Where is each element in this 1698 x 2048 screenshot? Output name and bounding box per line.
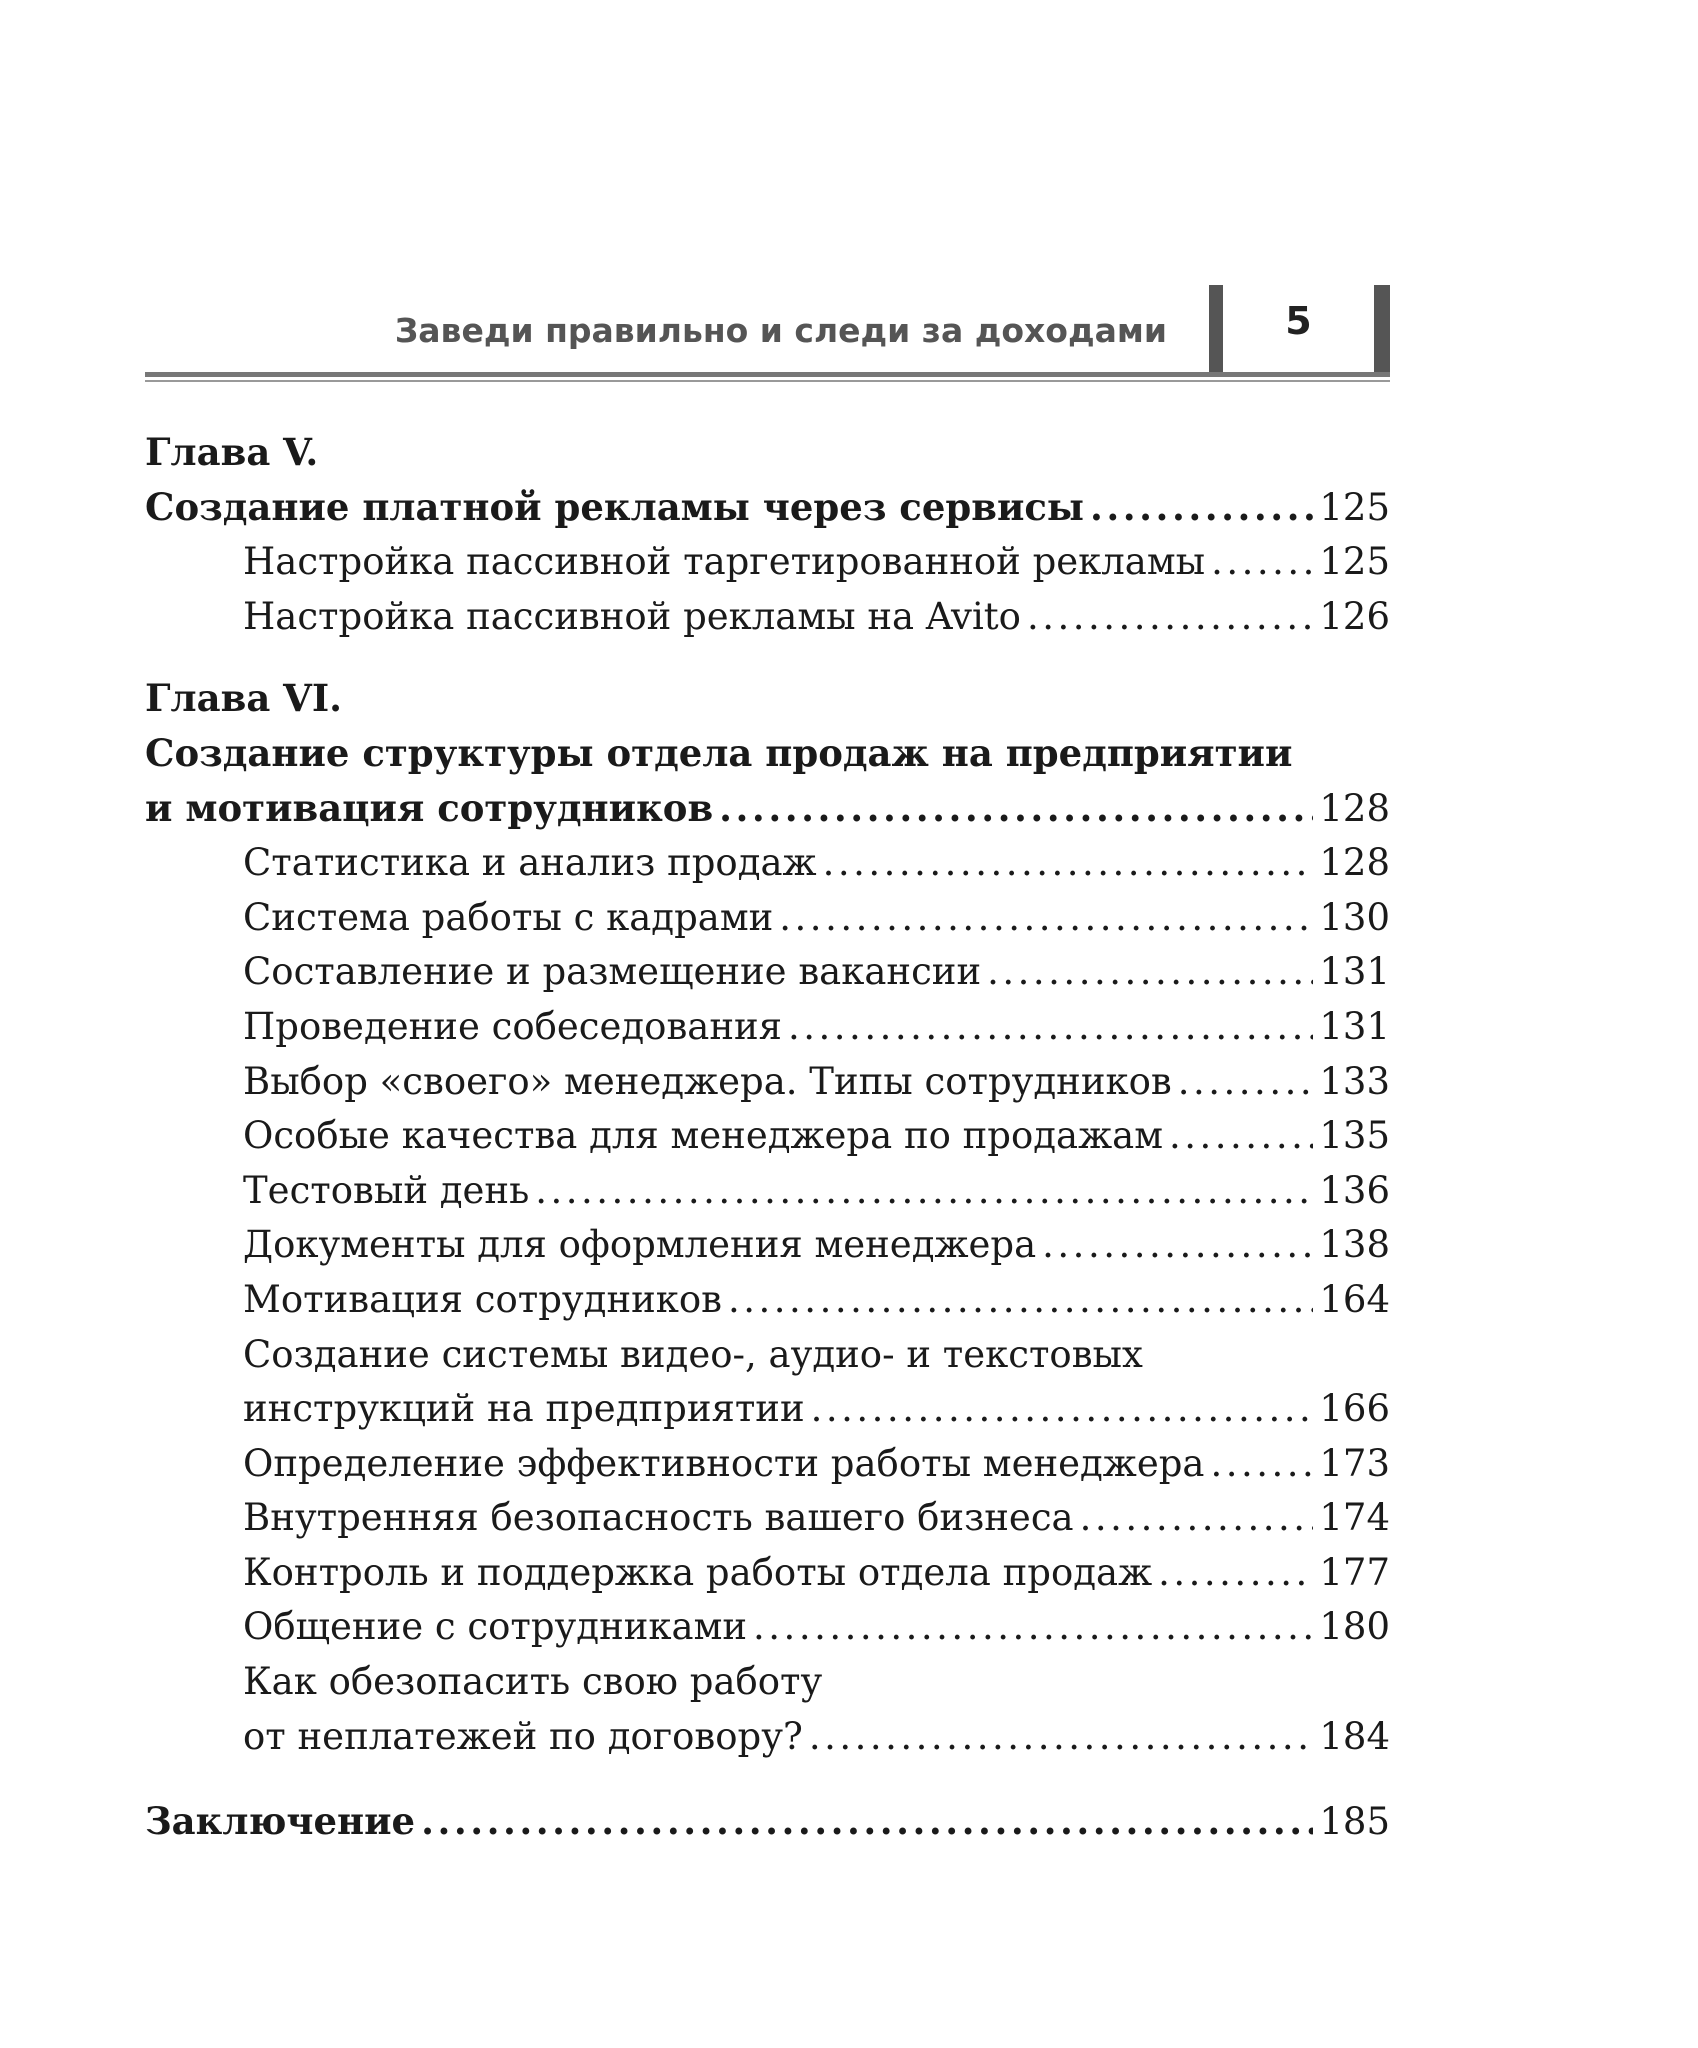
page-number-bar-left: [1209, 285, 1223, 373]
toc-entry[interactable]: [145, 590, 1390, 645]
toc-entry-page: 125: [1319, 540, 1390, 584]
toc-entry-title: Внутренняя безопасность вашего бизнеса: [243, 1496, 1074, 1540]
leader-dots: [1090, 480, 1313, 535]
table-of-contents: [145, 425, 1390, 1850]
toc-entry-page: 174: [1319, 1496, 1390, 1540]
conclusion-entry[interactable]: [145, 1794, 1390, 1850]
leader-dots: [811, 1382, 1314, 1437]
toc-entry-page: 131: [1319, 950, 1390, 994]
leader-dots: [779, 891, 1313, 946]
leader-dots: [809, 1710, 1314, 1765]
toc-entry-page: 173: [1319, 1441, 1390, 1485]
toc-entry-title: Система работы с кадрами: [243, 895, 774, 939]
toc-entry-page: 166: [1319, 1387, 1390, 1431]
toc-entry[interactable]: [145, 945, 1390, 1000]
toc-entry[interactable]: [145, 1437, 1390, 1492]
toc-entry-title: Статистика и анализ продаж: [243, 841, 817, 885]
leader-dots: [1178, 1055, 1314, 1110]
toc-entry-title: Контроль и поддержка работы отдела продаж: [243, 1550, 1153, 1594]
toc-entry[interactable]: [145, 836, 1390, 891]
toc-entry-page: 138: [1319, 1223, 1390, 1267]
toc-entry[interactable]: [145, 1600, 1390, 1655]
chapter-6-entry[interactable]: [145, 781, 1390, 837]
leader-dots: [1042, 1218, 1313, 1273]
leader-dots: [1211, 535, 1313, 590]
toc-entry[interactable]: [145, 1546, 1390, 1601]
conclusion-page: 185: [1319, 1800, 1390, 1844]
toc-entry-title: Определение эффективности работы менеджера: [243, 1441, 1205, 1485]
toc-entry-page: 180: [1319, 1605, 1390, 1649]
toc-entry-title: Тестовый день: [243, 1168, 530, 1212]
toc-entry-page: 126: [1319, 594, 1390, 638]
toc-entry-page: 184: [1319, 1714, 1390, 1758]
toc-entry-title: от неплатежей по договору?: [243, 1714, 803, 1758]
toc-entry[interactable]: [145, 1218, 1390, 1273]
chapter-6-label: Глава VI.: [145, 676, 343, 721]
toc-entry[interactable]: [145, 1055, 1390, 1110]
toc-entry-title: Составление и размещение вакансии: [243, 950, 982, 994]
chapter-5-title: Создание платной рекламы через сервисы: [145, 484, 1085, 529]
toc-entry-page: 133: [1319, 1059, 1390, 1103]
header-rule: [145, 372, 1390, 377]
chapter-5-label: Глава V.: [145, 430, 319, 474]
chapter-5-entry[interactable]: [145, 480, 1390, 536]
running-header: [145, 285, 1390, 385]
toc-entry[interactable]: [145, 535, 1390, 590]
leader-dots: [1158, 1546, 1313, 1601]
toc-entry-title: Документы для оформления менеджера: [243, 1223, 1037, 1267]
leader-dots: [421, 1794, 1313, 1849]
toc-entry-page: 128: [1319, 841, 1390, 885]
leader-dots: [823, 836, 1314, 891]
leader-dots: [753, 1600, 1313, 1655]
toc-entry-page: 135: [1319, 1114, 1390, 1158]
toc-entry-title: Проведение собеседования: [243, 1004, 783, 1048]
toc-entry-title: инструкций на предприятии: [243, 1387, 805, 1431]
leader-dots: [1210, 1437, 1313, 1492]
toc-entry[interactable]: [145, 1000, 1390, 1055]
toc-entry[interactable]: [145, 1710, 1390, 1765]
chapter-6-title-line1: Создание структуры отдела продаж на предприятии: [145, 730, 1293, 775]
leader-dots: [987, 945, 1313, 1000]
toc-entry-page: 130: [1319, 895, 1390, 939]
leader-dots: [535, 1164, 1313, 1219]
toc-entry[interactable]: [145, 1164, 1390, 1219]
toc-entry-page: 131: [1319, 1004, 1390, 1048]
toc-entry-title: Общение с сотрудниками: [243, 1605, 748, 1649]
toc-entry-title-line1[interactable]: Как обезопасить свою работу: [243, 1660, 823, 1704]
conclusion-title: Заключение: [145, 1799, 416, 1844]
chapter-6-title-line2: и мотивация сотрудников: [145, 785, 714, 830]
toc-entry-page: 177: [1319, 1550, 1390, 1594]
toc-entry-title: Настройка пассивной таргетированной рекламы: [243, 540, 1206, 584]
toc-entry-page: 136: [1319, 1168, 1390, 1212]
toc-entry[interactable]: [145, 891, 1390, 946]
leader-dots: [1169, 1109, 1313, 1164]
toc-entry-page: 164: [1319, 1277, 1390, 1321]
header-rule-thin: [145, 380, 1390, 382]
leader-dots: [788, 1000, 1313, 1055]
toc-entry-title: Мотивация сотрудников: [243, 1277, 722, 1321]
toc-entry-title: Настройка пассивной рекламы на Avito: [243, 594, 1021, 638]
leader-dots: [1080, 1491, 1314, 1546]
toc-entry-title: Выбор «своего» менеджера. Типы сотрудников: [243, 1059, 1172, 1103]
leader-dots: [719, 781, 1313, 836]
chapter-6-page: 128: [1319, 786, 1390, 830]
toc-entry[interactable]: [145, 1382, 1390, 1437]
page-number-bar-right: [1374, 285, 1390, 373]
toc-entry-title-line1[interactable]: Создание системы видео-, аудио- и текстовых: [243, 1332, 1143, 1376]
toc-entry[interactable]: [145, 1273, 1390, 1328]
leader-dots: [1027, 590, 1313, 645]
toc-entry[interactable]: [145, 1491, 1390, 1546]
leader-dots: [728, 1273, 1313, 1328]
page-number: 5: [1285, 299, 1312, 343]
running-title: Заведи правильно и следи за доходами: [394, 311, 1167, 350]
toc-entry[interactable]: [145, 1109, 1390, 1164]
toc-entry-title: Особые качества для менеджера по продажам: [243, 1114, 1163, 1158]
chapter-5-page: 125: [1319, 485, 1390, 529]
